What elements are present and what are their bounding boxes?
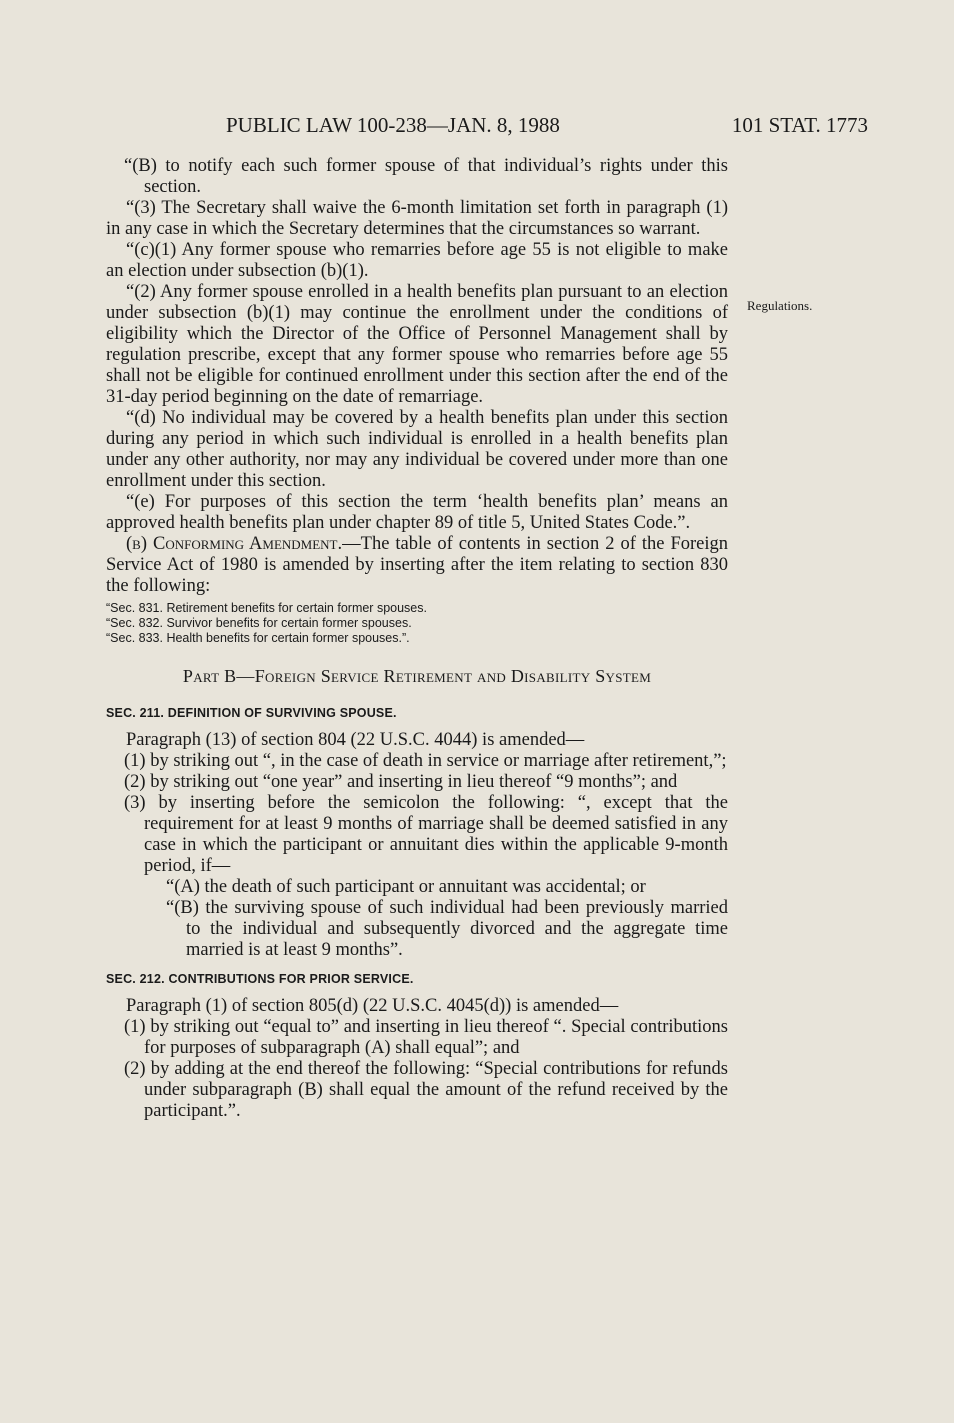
paragraph: “(e) For purposes of this section the term ‘health benefits plan’ means an approved health benefits plan under chapter 89 of title 5, United States Code.”.: [106, 492, 728, 533]
conforming-amendment-text: —The table of contents in section 2 of the Foreign Service Act of 1980 is amended by inserting after the item relating to section 830 the following:: [106, 534, 728, 596]
paragraph: “(c)(1) Any former spouse who remarries before age 55 is not eligible to make an election under subsection (b)(1).: [106, 240, 728, 281]
margin-note: Regulations.: [747, 298, 813, 313]
header-stat-page: 101 STAT. 1773: [731, 113, 868, 137]
body-text: [106, 156, 728, 1122]
paragraph: “(d) No individual may be covered by a health benefits plan under this section during any period in which such individual is enrolled in a health benefits plan under any other authority, nor may any individual be covered under more than one enrollment under this section.: [106, 408, 728, 491]
paragraph: “(2) Any former spouse enrolled in a health benefits plan pursuant to an election under subsection (b)(1) may continue the enrollment under the conditions of eligibility which the Director of the Office of Personnel Management shall by regulation prescribe, except that any former spouse who remarries before age 55 shall not be eligible for continued enrollment under this section after the end of the 31-day period beginning on the date of remarriage.: [106, 282, 728, 407]
paragraph: Paragraph (1) of section 805(d) (22 U.S.C. 4045(d)) is amended—: [126, 996, 619, 1016]
section-heading: SEC. 211. DEFINITION OF SURVIVING SPOUSE.: [106, 706, 397, 720]
section-heading: SEC. 212. CONTRIBUTIONS FOR PRIOR SERVICE.: [106, 972, 414, 986]
toc-item: “Sec. 833. Health benefits for certain former spouses.”.: [106, 631, 410, 645]
toc-item: “Sec. 832. Survivor benefits for certain former spouses.: [106, 616, 412, 630]
list-item: (2) by striking out “one year” and inserting in lieu thereof “9 months”; and: [124, 772, 678, 792]
list-item: (2) by adding at the end thereof the following: “Special contributions for refunds under subparagraph (B) shall equal the amount of the refund received by the participant.”.: [124, 1059, 728, 1121]
list-item: (1) by striking out “equal to” and inserting in lieu thereof “. Special contributions for purposes of subparagraph (A) shall equal”; and: [124, 1017, 728, 1058]
list-item: “(A) the death of such participant or annuitant was accidental; or: [166, 877, 646, 897]
list-item: (1) by striking out “, in the case of death in service or marriage after retirement,”;: [124, 751, 727, 771]
header-title: PUBLIC LAW 100-238—JAN. 8, 1988: [226, 113, 560, 137]
toc-item: “Sec. 831. Retirement benefits for certain former spouses.: [106, 601, 427, 615]
paragraph: [106, 534, 728, 597]
toc-list: [106, 601, 728, 646]
page-header: [108, 113, 868, 141]
part-heading: Part B—Foreign Service Retirement and Disability System: [182, 666, 652, 686]
paragraph: “(3) The Secretary shall waive the 6-month limitation set forth in paragraph (1) in any case in which the Secretary determines that the circumstances so warrant.: [106, 198, 728, 239]
paragraph: “(B) to notify each such former spouse of that individual’s rights under this section.: [124, 156, 728, 197]
list-item: “(B) the surviving spouse of such individual had been previously married to the individual and subsequently divorced and the aggregate time married is at least 9 months”.: [166, 898, 728, 960]
list-item: (3) by inserting before the semicolon the following: “, except that the requirement for at least 9 months of marriage shall be deemed satisfied in any case in which the participant or annuitant dies within the applicable 9-month period, if—: [124, 793, 728, 876]
conforming-amendment-heading: (b) Conforming Amendment.: [126, 534, 343, 554]
paragraph: Paragraph (13) of section 804 (22 U.S.C. 4044) is amended—: [126, 730, 585, 750]
